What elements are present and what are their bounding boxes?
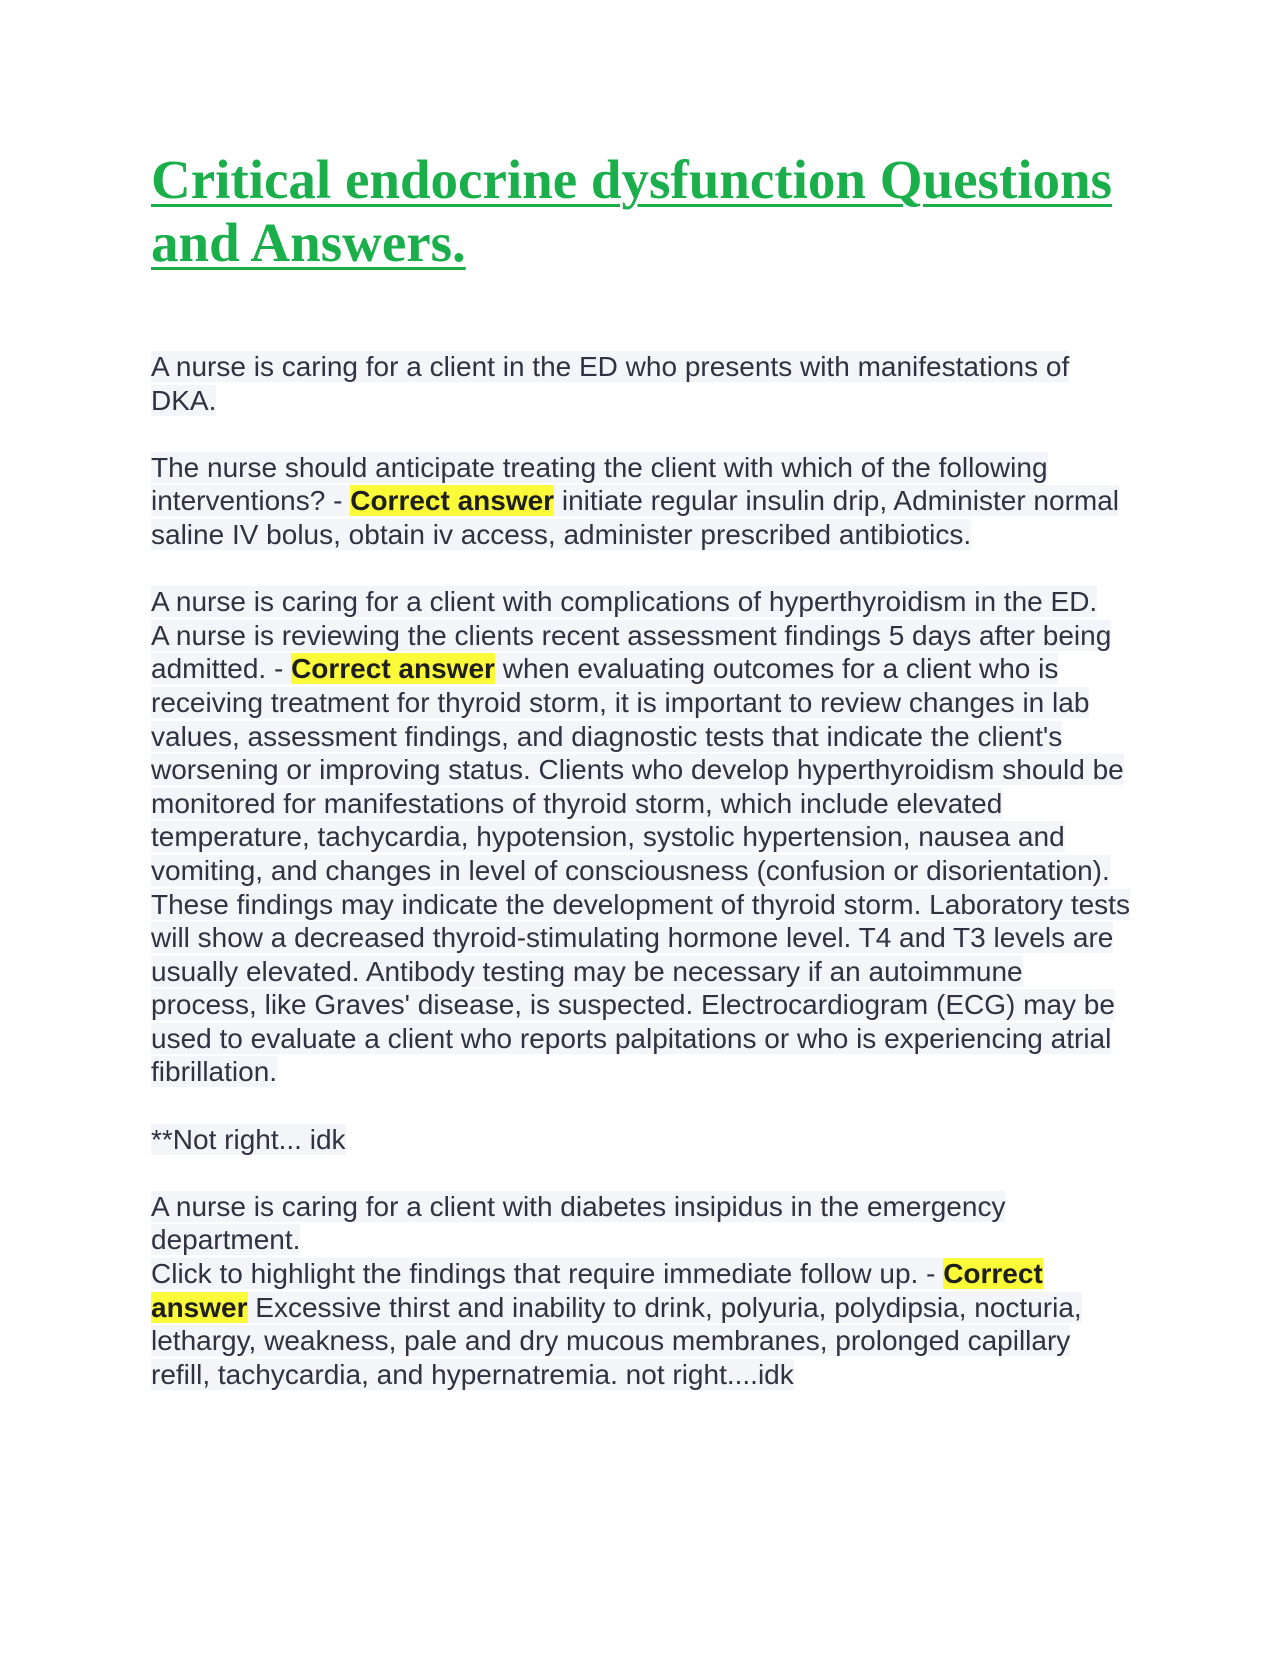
title-line-1: Critical endocrine dysfunction Questions (151, 149, 1112, 210)
question-2-stem: A nurse is reviewing the clients recent assessment findings 5 days after being admitted. - (151, 619, 1112, 685)
question-2-prompt (151, 619, 1131, 1089)
title-line-2: and Answers. (151, 212, 466, 273)
question-2-intro (151, 585, 1131, 619)
note-paragraph (151, 1123, 1131, 1157)
question-3-text: A nurse is caring for a client with diabetes insipidus in the emergency department. (151, 1190, 1006, 1256)
question-1-answer: initiate regular insulin drip, Administer normal saline IV bolus, obtain iv access, administer prescribed antibiotics. (151, 485, 1120, 550)
spacer (151, 552, 1131, 586)
correct-answer-marker: Correct answer (350, 485, 555, 517)
question-3-intro (151, 1190, 1131, 1257)
question-1-stem: The nurse should anticipate treating the client with which of the following interventions? - (151, 451, 1048, 517)
spacer (151, 417, 1131, 451)
question-1-intro (151, 350, 1131, 417)
question-3-stem: Click to highlight the findings that require immediate follow up. - (151, 1258, 944, 1290)
question-1-prompt (151, 451, 1131, 552)
question-2-answer: when evaluating outcomes for a client who is receiving treatment for thyroid storm, it is important to review changes in lab values, assessment findings, and diagnostic tests that indicate the client's worsening or improving status. Clients who develop hyperthyroidism should be monitored for manifestations of thyroid storm, which include elevated temperature, tachycardia, hypotension, systolic hypertension, nausea and vomiting, and changes in level of consciousness (confusion or disorientation). These findings may indicate the development of thyroid storm. Laboratory tests will show a decreased thyroid-stimulating hormone level. T4 and T3 levels are usually elevated. Antibody testing may be necessary if an autoimmune process, like Graves' disease, is suspected. Electrocardiogram (ECG) may be used to evaluate a client who reports palpitations or who is experiencing atrial fibrillation. (151, 653, 1130, 1088)
document-title (151, 148, 1131, 274)
spacer (151, 1089, 1131, 1123)
spacer (151, 274, 1131, 350)
correct-answer-marker: Correct answer (151, 1258, 1043, 1323)
note-text: **Not right... idk (151, 1123, 346, 1155)
question-2-text: A nurse is caring for a client with complications of hyperthyroidism in the ED. (151, 586, 1098, 618)
document-page (151, 148, 1131, 1391)
correct-answer-marker: Correct answer (291, 653, 495, 685)
question-3-answer: Excessive thirst and inability to drink, polyuria, polydipsia, nocturia, lethargy, weakness, pale and dry mucous membranes, prolonged capillary refill, tachycardia, and hypernatremia. not right....idk (151, 1291, 1082, 1390)
question-1-text: A nurse is caring for a client in the ED who presents with manifestations of DKA. (151, 351, 1070, 416)
spacer (151, 1156, 1131, 1190)
question-3-prompt (151, 1257, 1131, 1391)
